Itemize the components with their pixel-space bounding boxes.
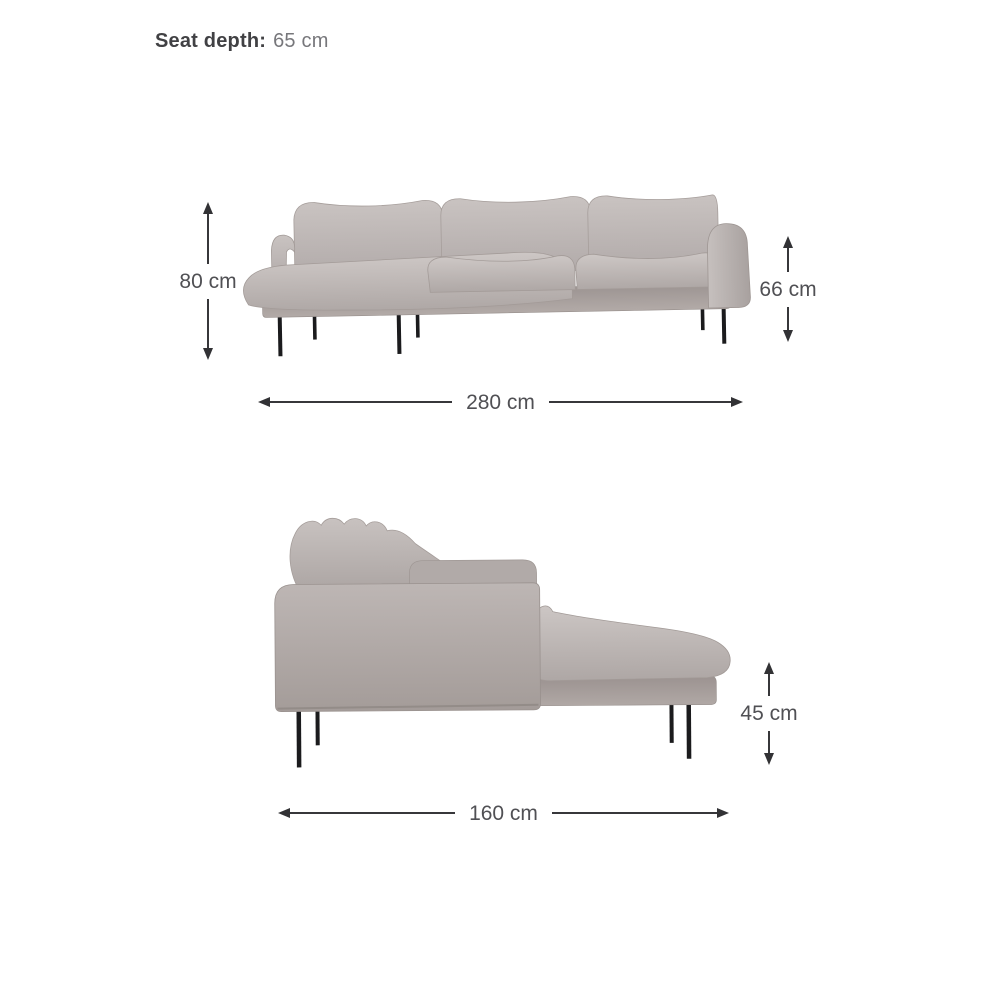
sofa-front-right-arm	[707, 223, 751, 308]
arrow-up-icon	[203, 202, 213, 214]
arrow-down-icon	[764, 753, 774, 765]
dimension-line	[768, 674, 770, 696]
arrow-up-icon	[783, 236, 793, 248]
sofa-side-legs	[296, 704, 691, 768]
sofa-side-view-illustration	[259, 503, 751, 776]
arrow-left-icon	[258, 397, 270, 407]
dimension-label: 280 cm	[466, 390, 535, 414]
arrow-down-icon	[203, 348, 213, 360]
arrow-up-icon	[764, 662, 774, 674]
seat-depth-label: Seat depth:	[155, 30, 267, 52]
dimension-label: 45 cm	[740, 702, 798, 725]
arrow-right-icon	[731, 397, 743, 407]
sofa-side-body-panel	[275, 583, 541, 712]
dimension-side-seat-height	[733, 662, 805, 765]
sofa-front-view-illustration	[238, 185, 761, 370]
dimension-front-height	[172, 202, 244, 360]
dimension-line	[207, 299, 209, 349]
dimension-front-back-height	[752, 236, 824, 342]
dimension-line	[270, 401, 452, 403]
dimension-front-width	[258, 391, 743, 413]
sofa-side-armrest	[409, 560, 536, 586]
dimension-line	[787, 307, 789, 331]
dimension-label: 66 cm	[759, 277, 817, 301]
dimension-line	[290, 812, 455, 814]
seat-depth-value: 65 cm	[273, 30, 329, 52]
seat-depth-text	[155, 29, 329, 53]
arrow-down-icon	[783, 330, 793, 342]
sofa-side-chaise-cushion	[531, 605, 731, 681]
arrow-left-icon	[278, 808, 290, 818]
dimension-line	[552, 812, 717, 814]
dimension-label: 80 cm	[179, 269, 237, 293]
arrow-right-icon	[717, 808, 729, 818]
dimension-line	[787, 248, 789, 272]
dimension-line	[207, 214, 209, 264]
dimension-label: 160 cm	[469, 801, 538, 825]
dimension-line	[768, 731, 770, 753]
dimension-line	[549, 401, 731, 403]
dimension-side-depth	[278, 802, 729, 824]
